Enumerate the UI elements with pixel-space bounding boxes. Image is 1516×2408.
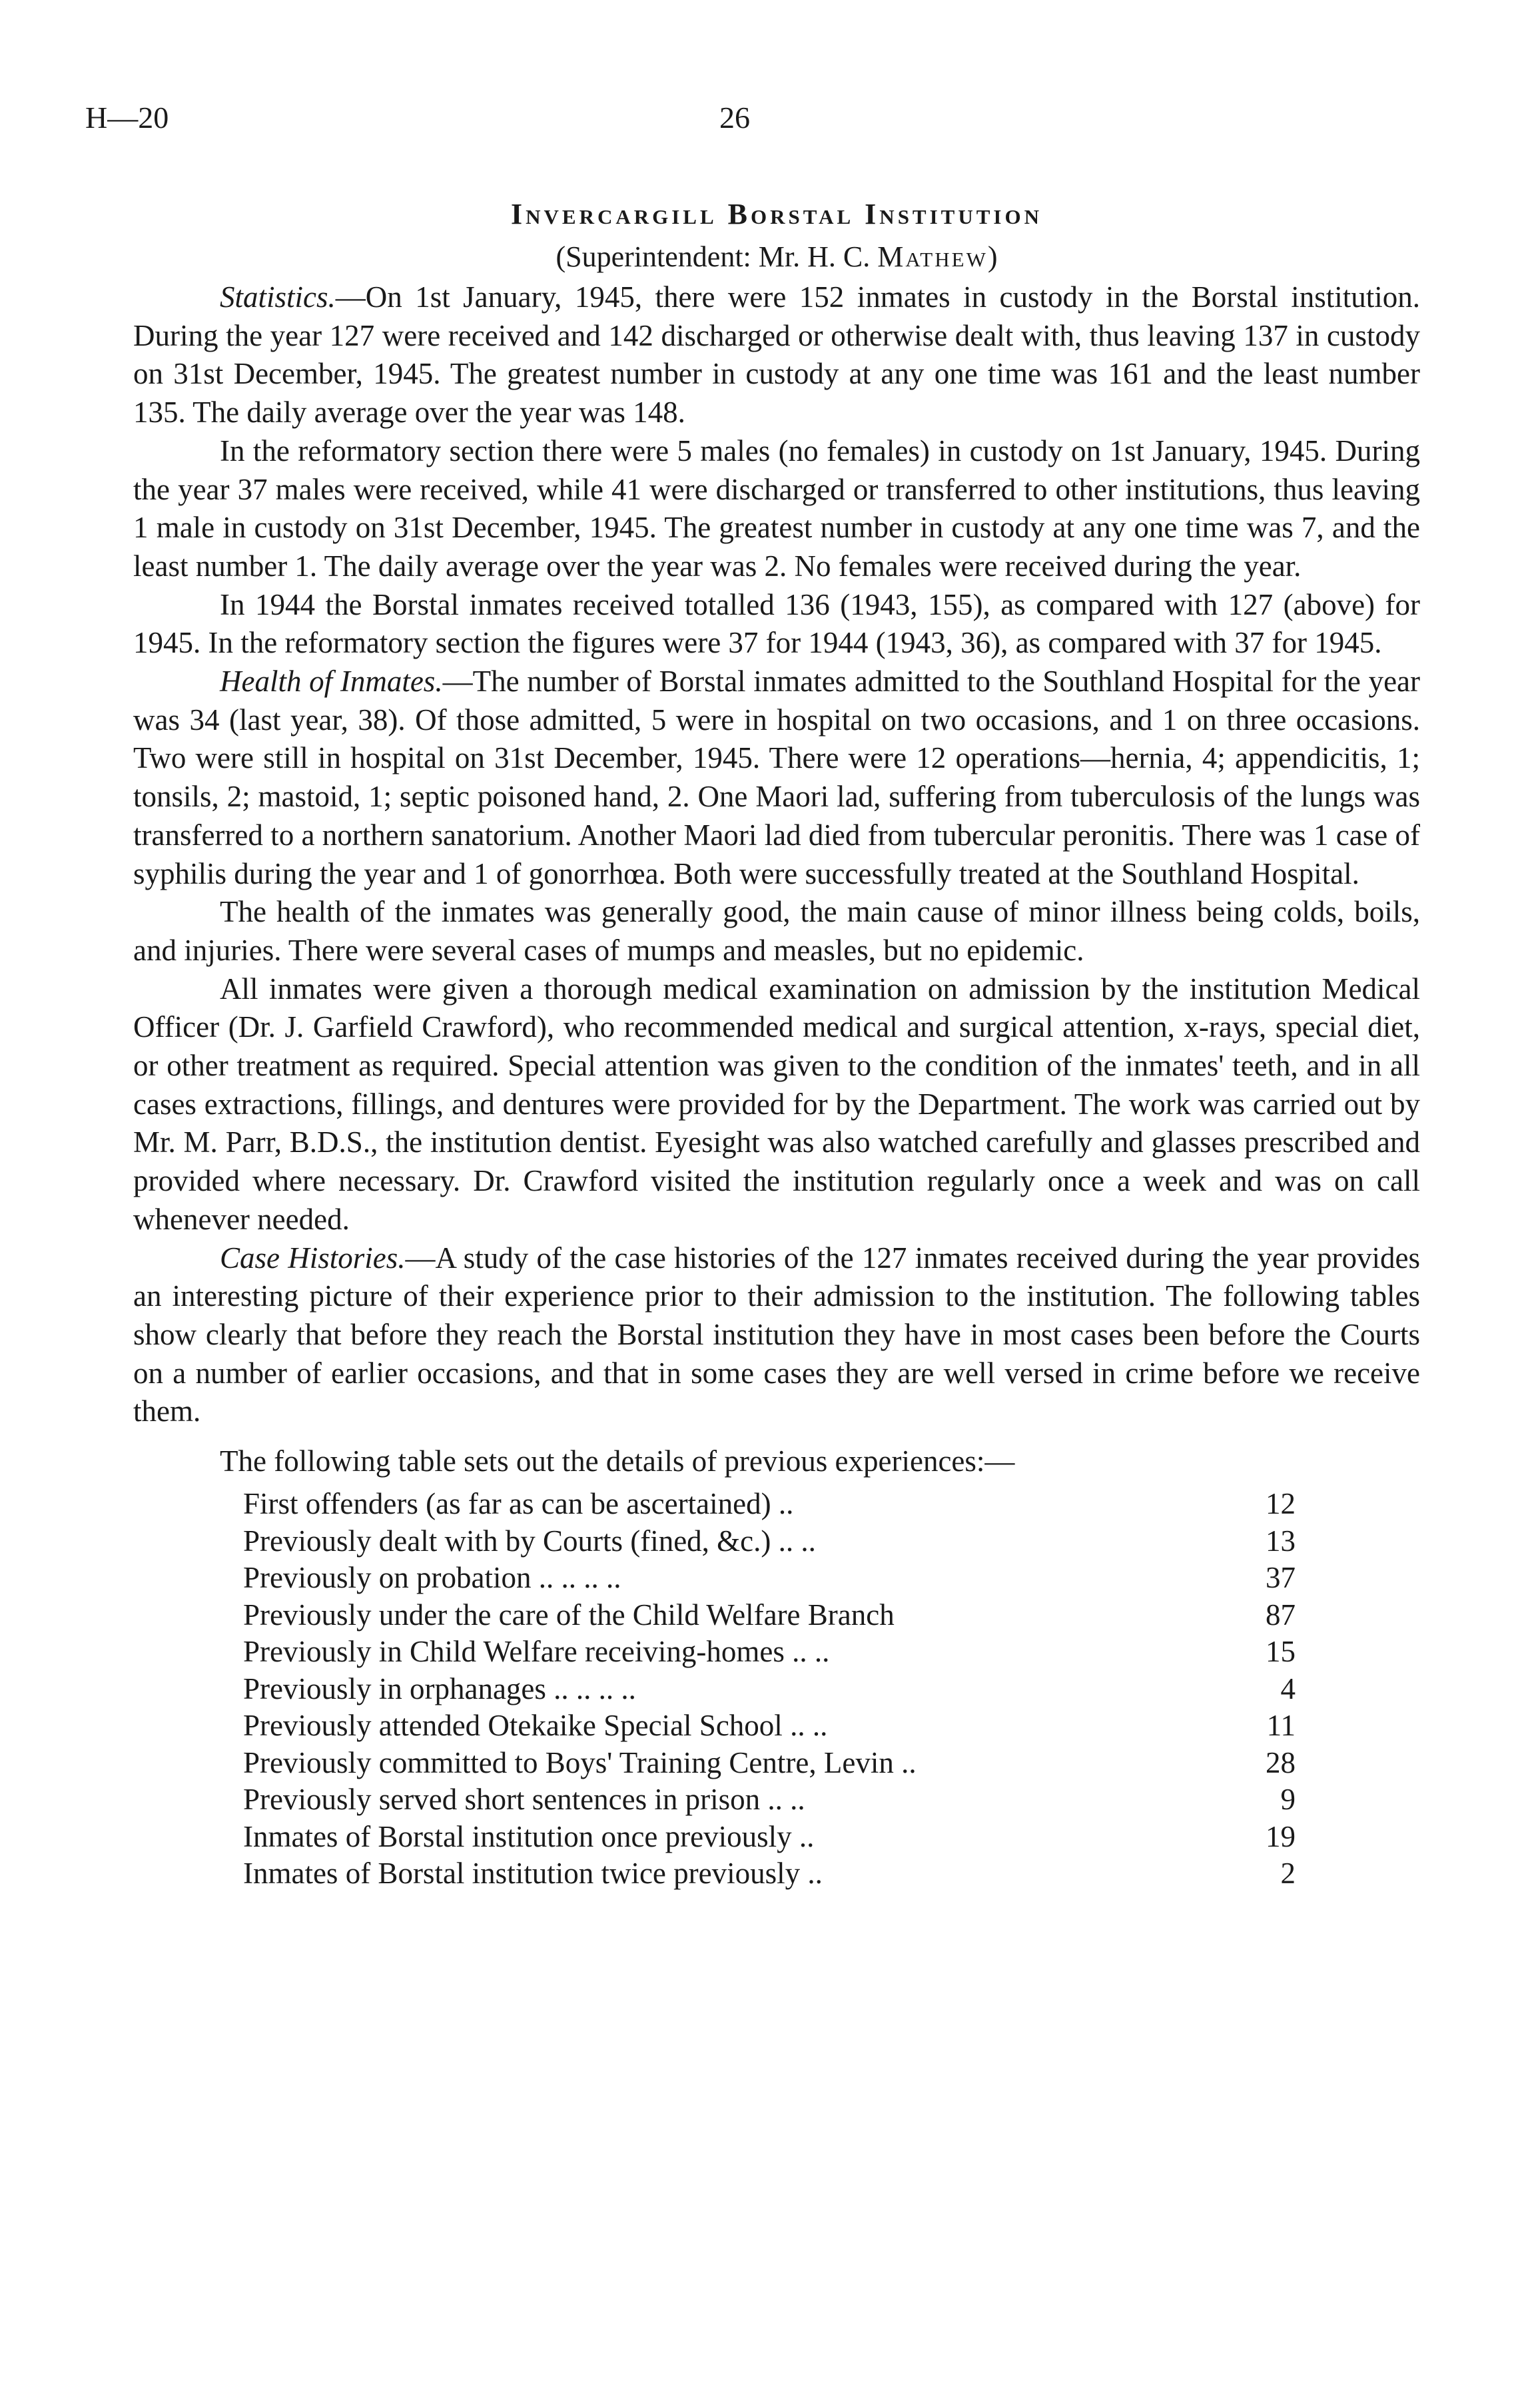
paragraph-medical [133,970,1420,1239]
paragraph-statistics [133,278,1420,432]
row-label: Inmates of Borstal institution twice previously [243,1857,801,1891]
page-header [0,100,1516,153]
row-value: 37 [1266,1561,1296,1595]
table-row [243,1634,1296,1671]
paragraph-text: All inmates were given a thorough medical examination on admission by the institution Medical Officer (Dr. J. Garfield Crawford), who recommended medical and surgical attention, x-rays, special diet, or other treatment as required. Special attention was given to the condition of the inmates' teeth, and in all cases extractions, fillings, and dentures were provided for by the Department. The work was carried out by Mr. M. Parr, B.D.S., the institution dentist. Eyesight was also watched carefully and glasses prescribed and provided where necessary. Dr. Crawford visited the institution regularly once a week and was on call whenever needed. [133,972,1420,1236]
paragraph-text: In the reformatory section there were 5 males (no females) in custody on 1st January, 1945. During the year 37 males were received, while 41 were discharged or transferred to other institutions, thus leaving 1 male in custody on 31st December, 1945. The greatest number in custody at any one time was 7, and the least number 1. The daily average over the year was 2. No females were received during the year. [133,434,1420,583]
table-row [243,1707,1296,1745]
row-label: Inmates of Borstal institution once previously [243,1819,792,1853]
row-label: Previously served short sentences in prison [243,1783,761,1817]
table-row [243,1560,1296,1597]
table-row [243,1819,1296,1856]
subtitle-prefix: (Superintendent: Mr. H. C. [556,240,878,273]
section-title: Invercargill Borstal Institution [511,198,1042,230]
table-row [243,1671,1296,1708]
row-value: 2 [1280,1857,1296,1891]
row-label: Previously on probation [243,1561,532,1595]
superintendent-name: Mathew [877,240,988,273]
row-value: 11 [1266,1709,1296,1743]
row-leader: .. [771,1487,794,1521]
row-leader: .. [893,1745,917,1779]
row-label: Previously attended Otekaike Special School [243,1709,783,1743]
row-leader: .. .. .. .. [546,1671,636,1705]
report-reference: H—20 [85,101,169,135]
paragraph-comparison [133,586,1420,663]
paragraph-lead: Case Histories. [220,1241,406,1275]
table-row [243,1745,1296,1782]
row-leader: .. .. [782,1709,828,1743]
paragraph-lead: Health of Inmates. [220,665,443,699]
paragraph-text: —On 1st January, 1945, there were 152 inmates in custody in the Borstal institution. During the year 127 were received and 142 discharged or otherwise dealt with, thus leaving 137 in custody on 31st December, 1945. The greatest number in custody at any one time was 161 and the least number 135. The daily average over the year was 148. [133,280,1420,430]
row-label: First offenders (as far as can be ascertained) [243,1487,771,1521]
row-label: Previously in orphanages [243,1671,546,1705]
table-intro: The following table sets out the details of previous experiences:— [220,1444,1015,1478]
page-number: 26 [719,101,750,135]
table-row [243,1855,1296,1893]
paragraph-text: —The number of Borstal inmates admitted to the Southland Hospital for the year was 34 (last year, 38). Of those admitted, 5 were in hospital on two occasions, and 1 on three occasions. Two were still in hospital on 31st December, 1945. There were 12 operations—hernia, 4; appendicitis, 1; tonsils, 2; mastoid, 1; septic poisoned hand, 2. One Maori lad, suffering from tuberculosis of the lungs was transferred to a northern sanatorium. Another Maori lad died from tubercular peronitis. There was 1 case of syphilis during the year and 1 of gonorrhœa. Both were successfully treated at the Southland Hospital. [133,665,1420,890]
row-value: 13 [1266,1524,1296,1558]
row-leader: .. .. [771,1524,816,1558]
paragraph-text: The health of the inmates was generally good, the main cause of minor illness being colds, boils, and injuries. There were several cases of mumps and measles, but no epidemic. [133,895,1420,967]
row-value: 9 [1280,1783,1296,1817]
row-label: Previously dealt with by Courts (fined, &c.) [243,1524,771,1558]
subtitle-suffix: ) [987,240,998,273]
row-label: Previously committed to Boys' Training Centre, Levin [243,1745,894,1779]
document-body [133,193,1420,1893]
table-row [243,1523,1296,1560]
row-label: Previously in Child Welfare receiving-homes [243,1635,785,1669]
row-leader: .. .. [784,1635,830,1669]
paragraph-reformatory [133,432,1420,586]
row-value: 4 [1280,1671,1296,1705]
row-leader: .. [791,1819,815,1853]
table-row [243,1781,1296,1819]
previous-experiences-table [243,1486,1296,1893]
paragraph-text: In 1944 the Borstal inmates received totalled 136 (1943, 155), as compared with 127 (above) for 1945. In the reformatory section the figures were 37 for 1944 (1943, 36), as compared with 37 for 1945. [133,587,1420,660]
section-subtitle [133,236,1420,278]
row-label: Previously under the care of the Child Welfare Branch [243,1598,895,1632]
row-value: 87 [1266,1598,1296,1632]
row-value: 28 [1266,1745,1296,1779]
row-value: 12 [1266,1487,1296,1521]
paragraph-lead: Statistics. [220,280,336,314]
paragraph-case-histories [133,1239,1420,1432]
row-value: 19 [1266,1819,1296,1853]
row-leader: .. [800,1857,823,1891]
row-leader: .. .. .. .. [531,1561,621,1595]
paragraph-text: —A study of the case histories of the 127 inmates received during the year provides an interesting picture of their experience prior to their admission to the institution. The following tables show clearly that before they reach the Borstal institution they have in most cases been before the Courts on a number of earlier occasions, and that in some cases they are well versed in crime before we receive them. [133,1241,1421,1428]
row-leader: .. .. [760,1783,805,1817]
paragraph-health [133,663,1420,893]
row-value: 15 [1266,1635,1296,1669]
table-row [243,1486,1296,1523]
table-row [243,1597,1296,1634]
paragraph-general-health [133,893,1420,970]
